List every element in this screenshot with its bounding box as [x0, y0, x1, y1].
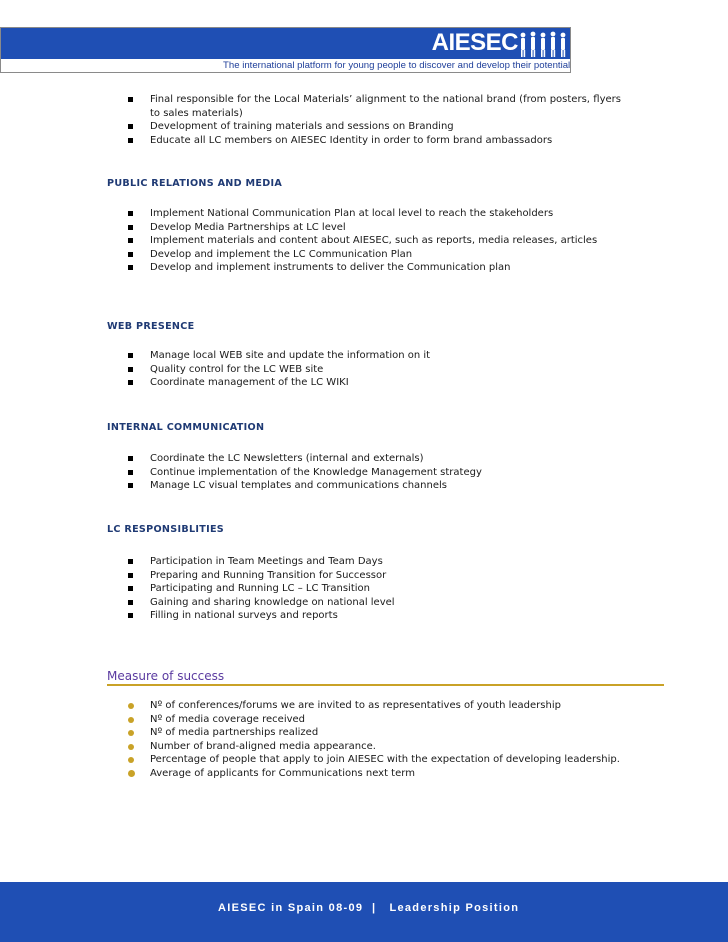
- list-item: Percentage of people that apply to join AIESEC with the expectation of developing leadership.: [128, 753, 621, 767]
- square-bullet-icon: [128, 238, 133, 243]
- list-item: Implement National Communication Plan at local level to reach the stakeholders: [128, 207, 621, 221]
- list-item: Number of brand-aligned media appearance.: [128, 740, 621, 754]
- intro-bullet-list: [128, 93, 621, 147]
- square-bullet-icon: [128, 252, 133, 257]
- title-underline-divider: [107, 684, 664, 686]
- public-relations-list: [128, 207, 621, 275]
- list-item: Nº of conferences/forums we are invited to as representatives of youth leadership: [128, 699, 621, 713]
- list-item: Manage local WEB site and update the information on it: [128, 349, 621, 363]
- list-item: Develop and implement instruments to deliver the Communication plan: [128, 261, 621, 275]
- list-item: Filling in national surveys and reports: [128, 609, 621, 623]
- list-item: Quality control for the LC WEB site: [128, 363, 621, 377]
- list-item: Final responsible for the Local Materials’ alignment to the national brand (from posters, flyers to sales materials): [128, 93, 621, 120]
- round-bullet-icon: [128, 717, 134, 723]
- list-item: Participation in Team Meetings and Team Days: [128, 555, 621, 569]
- square-bullet-icon: [128, 483, 133, 488]
- list-item: Gaining and sharing knowledge on national level: [128, 596, 621, 610]
- section-heading-lc-responsibilities: LC RESPONSIBLITIES: [107, 524, 225, 535]
- list-item: Continue implementation of the Knowledge Management strategy: [128, 466, 621, 480]
- square-bullet-icon: [128, 600, 133, 605]
- list-item: Develop and implement the LC Communication Plan: [128, 248, 621, 262]
- header-banner: [0, 27, 571, 73]
- section-heading-public-relations: PUBLIC RELATIONS AND MEDIA: [107, 178, 283, 189]
- list-item: Development of training materials and sessions on Branding: [128, 120, 621, 134]
- lc-responsibilities-list: [128, 555, 621, 623]
- square-bullet-icon: [128, 138, 133, 143]
- list-item: Develop Media Partnerships at LC level: [128, 221, 621, 235]
- square-bullet-icon: [128, 211, 133, 216]
- banner-tagline: The international platform for young people to discover and develop their potential: [223, 60, 571, 71]
- square-bullet-icon: [128, 456, 133, 461]
- measure-of-success-title: Measure of success: [107, 669, 225, 683]
- list-item: Nº of media coverage received: [128, 713, 621, 727]
- round-bullet-icon: [128, 730, 134, 736]
- square-bullet-icon: [128, 559, 133, 564]
- internal-communication-list: [128, 452, 621, 493]
- square-bullet-icon: [128, 613, 133, 618]
- square-bullet-icon: [128, 367, 133, 372]
- round-bullet-icon: [128, 703, 134, 709]
- measure-of-success-list: [128, 699, 621, 780]
- round-bullet-icon: [128, 744, 134, 750]
- list-item: Preparing and Running Transition for Successor: [128, 569, 621, 583]
- list-item: Average of applicants for Communications next term: [128, 767, 621, 781]
- round-bullet-icon: [128, 770, 135, 777]
- square-bullet-icon: [128, 225, 133, 230]
- aiesec-logo: AIESEC: [431, 29, 518, 56]
- round-bullet-icon: [128, 757, 134, 763]
- footer-bar: [0, 882, 728, 942]
- section-heading-internal-communication: INTERNAL COMMUNICATION: [107, 422, 265, 433]
- footer-text: AIESEC in Spain 08-09 | Leadership Position: [218, 902, 520, 914]
- list-item: Nº of media partnerships realized: [128, 726, 621, 740]
- square-bullet-icon: [128, 573, 133, 578]
- square-bullet-icon: [128, 586, 133, 591]
- list-item: Educate all LC members on AIESEC Identity in order to form brand ambassadors: [128, 134, 621, 148]
- list-item: Manage LC visual templates and communications channels: [128, 479, 621, 493]
- section-heading-web-presence: WEB PRESENCE: [107, 321, 195, 332]
- square-bullet-icon: [128, 124, 133, 129]
- people-silhouettes-icon: [518, 30, 568, 58]
- square-bullet-icon: [128, 353, 133, 358]
- list-item: Implement materials and content about AIESEC, such as reports, media releases, articles: [128, 234, 621, 248]
- web-presence-list: [128, 349, 621, 390]
- square-bullet-icon: [128, 265, 133, 270]
- list-item: Coordinate management of the LC WIKI: [128, 376, 621, 390]
- square-bullet-icon: [128, 97, 133, 102]
- list-item: Coordinate the LC Newsletters (internal and externals): [128, 452, 621, 466]
- square-bullet-icon: [128, 380, 133, 385]
- list-item: Participating and Running LC – LC Transition: [128, 582, 621, 596]
- square-bullet-icon: [128, 470, 133, 475]
